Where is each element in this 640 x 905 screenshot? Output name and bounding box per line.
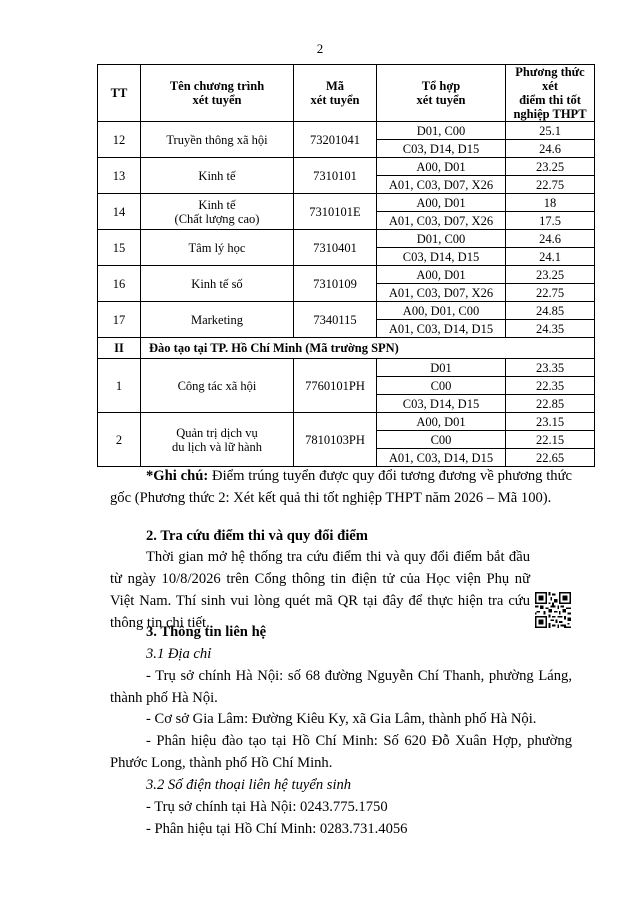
- table-row: [98, 266, 595, 284]
- subject-combination: A00, D01, C00: [377, 302, 506, 320]
- section-number: II: [98, 338, 141, 359]
- admission-score: 22.75: [506, 176, 595, 194]
- subject-combination: D01: [377, 359, 506, 377]
- admission-score: 23.25: [506, 266, 595, 284]
- subject-combination: D01, C00: [377, 230, 506, 248]
- admission-score: 25.1: [506, 122, 595, 140]
- admission-score: 23.35: [506, 359, 595, 377]
- header-tt: TT: [98, 65, 141, 122]
- subject-combination: C03, D14, D15: [377, 248, 506, 266]
- section-2-text: Thời gian mở hệ thống tra cứu điểm thi và quy đổi điểm bắt đầu từ ngày 10/8/2026 trên Cổng thông tin điện tử của Học viện Phụ nữ Việt Nam. Thí sinh vui lòng quét mã QR tại đây để thực hiện tra cứu thông tin chi tiết.: [110, 549, 530, 631]
- program-name: Tâm lý học: [141, 230, 294, 266]
- program-number: 12: [98, 122, 141, 158]
- subject-combination: A01, C03, D14, D15: [377, 449, 506, 467]
- address-gialam: - Cơ sở Gia Lâm: Đường Kiêu Ky, xã Gia Lâm, thành phố Hà Nội.: [146, 711, 537, 727]
- address-hanoi: - Trụ sở chính Hà Nội: số 68 đường Nguyễn Chí Thanh, phường Láng, thành phố Hà Nội.: [110, 668, 572, 706]
- subject-combination: A01, C03, D14, D15: [377, 320, 506, 338]
- program-name: Kinh tế (Chất lượng cao): [141, 194, 294, 230]
- section-row: [98, 338, 595, 359]
- table-row: [98, 158, 595, 176]
- admission-score: 17.5: [506, 212, 595, 230]
- table-body: [98, 122, 595, 467]
- program-code: 7310101: [294, 158, 377, 194]
- section-3-1-heading: 3.1 Địa chỉ: [146, 646, 212, 662]
- admission-score: 24.6: [506, 230, 595, 248]
- subject-combination: A01, C03, D07, X26: [377, 176, 506, 194]
- subject-combination: A00, D01: [377, 266, 506, 284]
- subject-combination: C00: [377, 377, 506, 395]
- subject-combination: A01, C03, D07, X26: [377, 284, 506, 302]
- table-header-row: [98, 65, 595, 122]
- table-row: [98, 122, 595, 140]
- table-row: [98, 230, 595, 248]
- subject-combination: C03, D14, D15: [377, 395, 506, 413]
- program-name: Truyền thông xã hội: [141, 122, 294, 158]
- subject-combination: D01, C00: [377, 122, 506, 140]
- header-code: Mã xét tuyển: [294, 65, 377, 122]
- program-code: 7310101E: [294, 194, 377, 230]
- subject-combination: A00, D01: [377, 158, 506, 176]
- program-code: 7310401: [294, 230, 377, 266]
- table-row: [98, 194, 595, 212]
- header-combination: Tổ hợp xét tuyển: [377, 65, 506, 122]
- program-code: 7760101PH: [294, 359, 377, 413]
- admission-score: 22.15: [506, 431, 595, 449]
- admission-score: 22.75: [506, 284, 595, 302]
- program-name: Công tác xã hội: [141, 359, 294, 413]
- program-code: 73201041: [294, 122, 377, 158]
- subject-combination: A00, D01: [377, 194, 506, 212]
- table-row: [98, 302, 595, 320]
- admission-score: 24.85: [506, 302, 595, 320]
- program-code: 7310109: [294, 266, 377, 302]
- admission-score: 18: [506, 194, 595, 212]
- section-3-heading: 3. Thông tin liên hệ: [146, 624, 267, 640]
- subject-combination: C00: [377, 431, 506, 449]
- program-name: Quản trị dịch vụ du lịch và lữ hành: [141, 413, 294, 467]
- program-number: 1: [98, 359, 141, 413]
- subject-combination: A01, C03, D07, X26: [377, 212, 506, 230]
- note-label: *Ghi chú:: [146, 468, 209, 484]
- note-text: Điểm trúng tuyển được quy đổi tương đương về phương thức gốc (Phương thức 2: Xét kết quả thi tốt nghiệp THPT năm 2026 – Mã 100).: [110, 468, 572, 506]
- section-3-2-heading: 3.2 Số điện thoại liên hệ tuyển sinh: [146, 777, 352, 793]
- program-name: Marketing: [141, 302, 294, 338]
- program-number: 13: [98, 158, 141, 194]
- program-name: Kinh tế số: [141, 266, 294, 302]
- section-2-heading: 2. Tra cứu điểm thi và quy đổi điểm: [146, 528, 368, 544]
- address-hcm: - Phân hiệu đào tạo tại Hồ Chí Minh: Số 620 Đỗ Xuân Hợp, phường Phước Long, thành phố Hồ Chí Minh.: [110, 733, 572, 771]
- subject-combination: C03, D14, D15: [377, 140, 506, 158]
- phone-hcm: - Phân hiệu tại Hồ Chí Minh: 0283.731.4056: [146, 821, 408, 837]
- admission-score: 24.6: [506, 140, 595, 158]
- header-method: Phương thức xét điểm thi tốt nghiệp THPT: [506, 65, 595, 122]
- header-program: Tên chương trình xét tuyển: [141, 65, 294, 122]
- program-number: 15: [98, 230, 141, 266]
- program-number: 2: [98, 413, 141, 467]
- admission-score: 24.35: [506, 320, 595, 338]
- admission-score: 22.35: [506, 377, 595, 395]
- admission-score: 23.15: [506, 413, 595, 431]
- program-code: 7340115: [294, 302, 377, 338]
- admission-score: 22.85: [506, 395, 595, 413]
- phone-hanoi: - Trụ sở chính tại Hà Nội: 0243.775.1750: [146, 799, 388, 815]
- subject-combination: A00, D01: [377, 413, 506, 431]
- program-number: 17: [98, 302, 141, 338]
- note-paragraph: [110, 465, 572, 509]
- admission-score: 24.1: [506, 248, 595, 266]
- section-title: Đào tạo tại TP. Hồ Chí Minh (Mã trường SPN): [141, 338, 595, 359]
- program-code: 7810103PH: [294, 413, 377, 467]
- program-number: 16: [98, 266, 141, 302]
- program-name: Kinh tế: [141, 158, 294, 194]
- program-number: 14: [98, 194, 141, 230]
- admission-score-table: [97, 64, 595, 467]
- admission-score: 22.65: [506, 449, 595, 467]
- table-row: [98, 413, 595, 431]
- table-row: [98, 359, 595, 377]
- page-number: 2: [316, 41, 324, 56]
- admission-score: 23.25: [506, 158, 595, 176]
